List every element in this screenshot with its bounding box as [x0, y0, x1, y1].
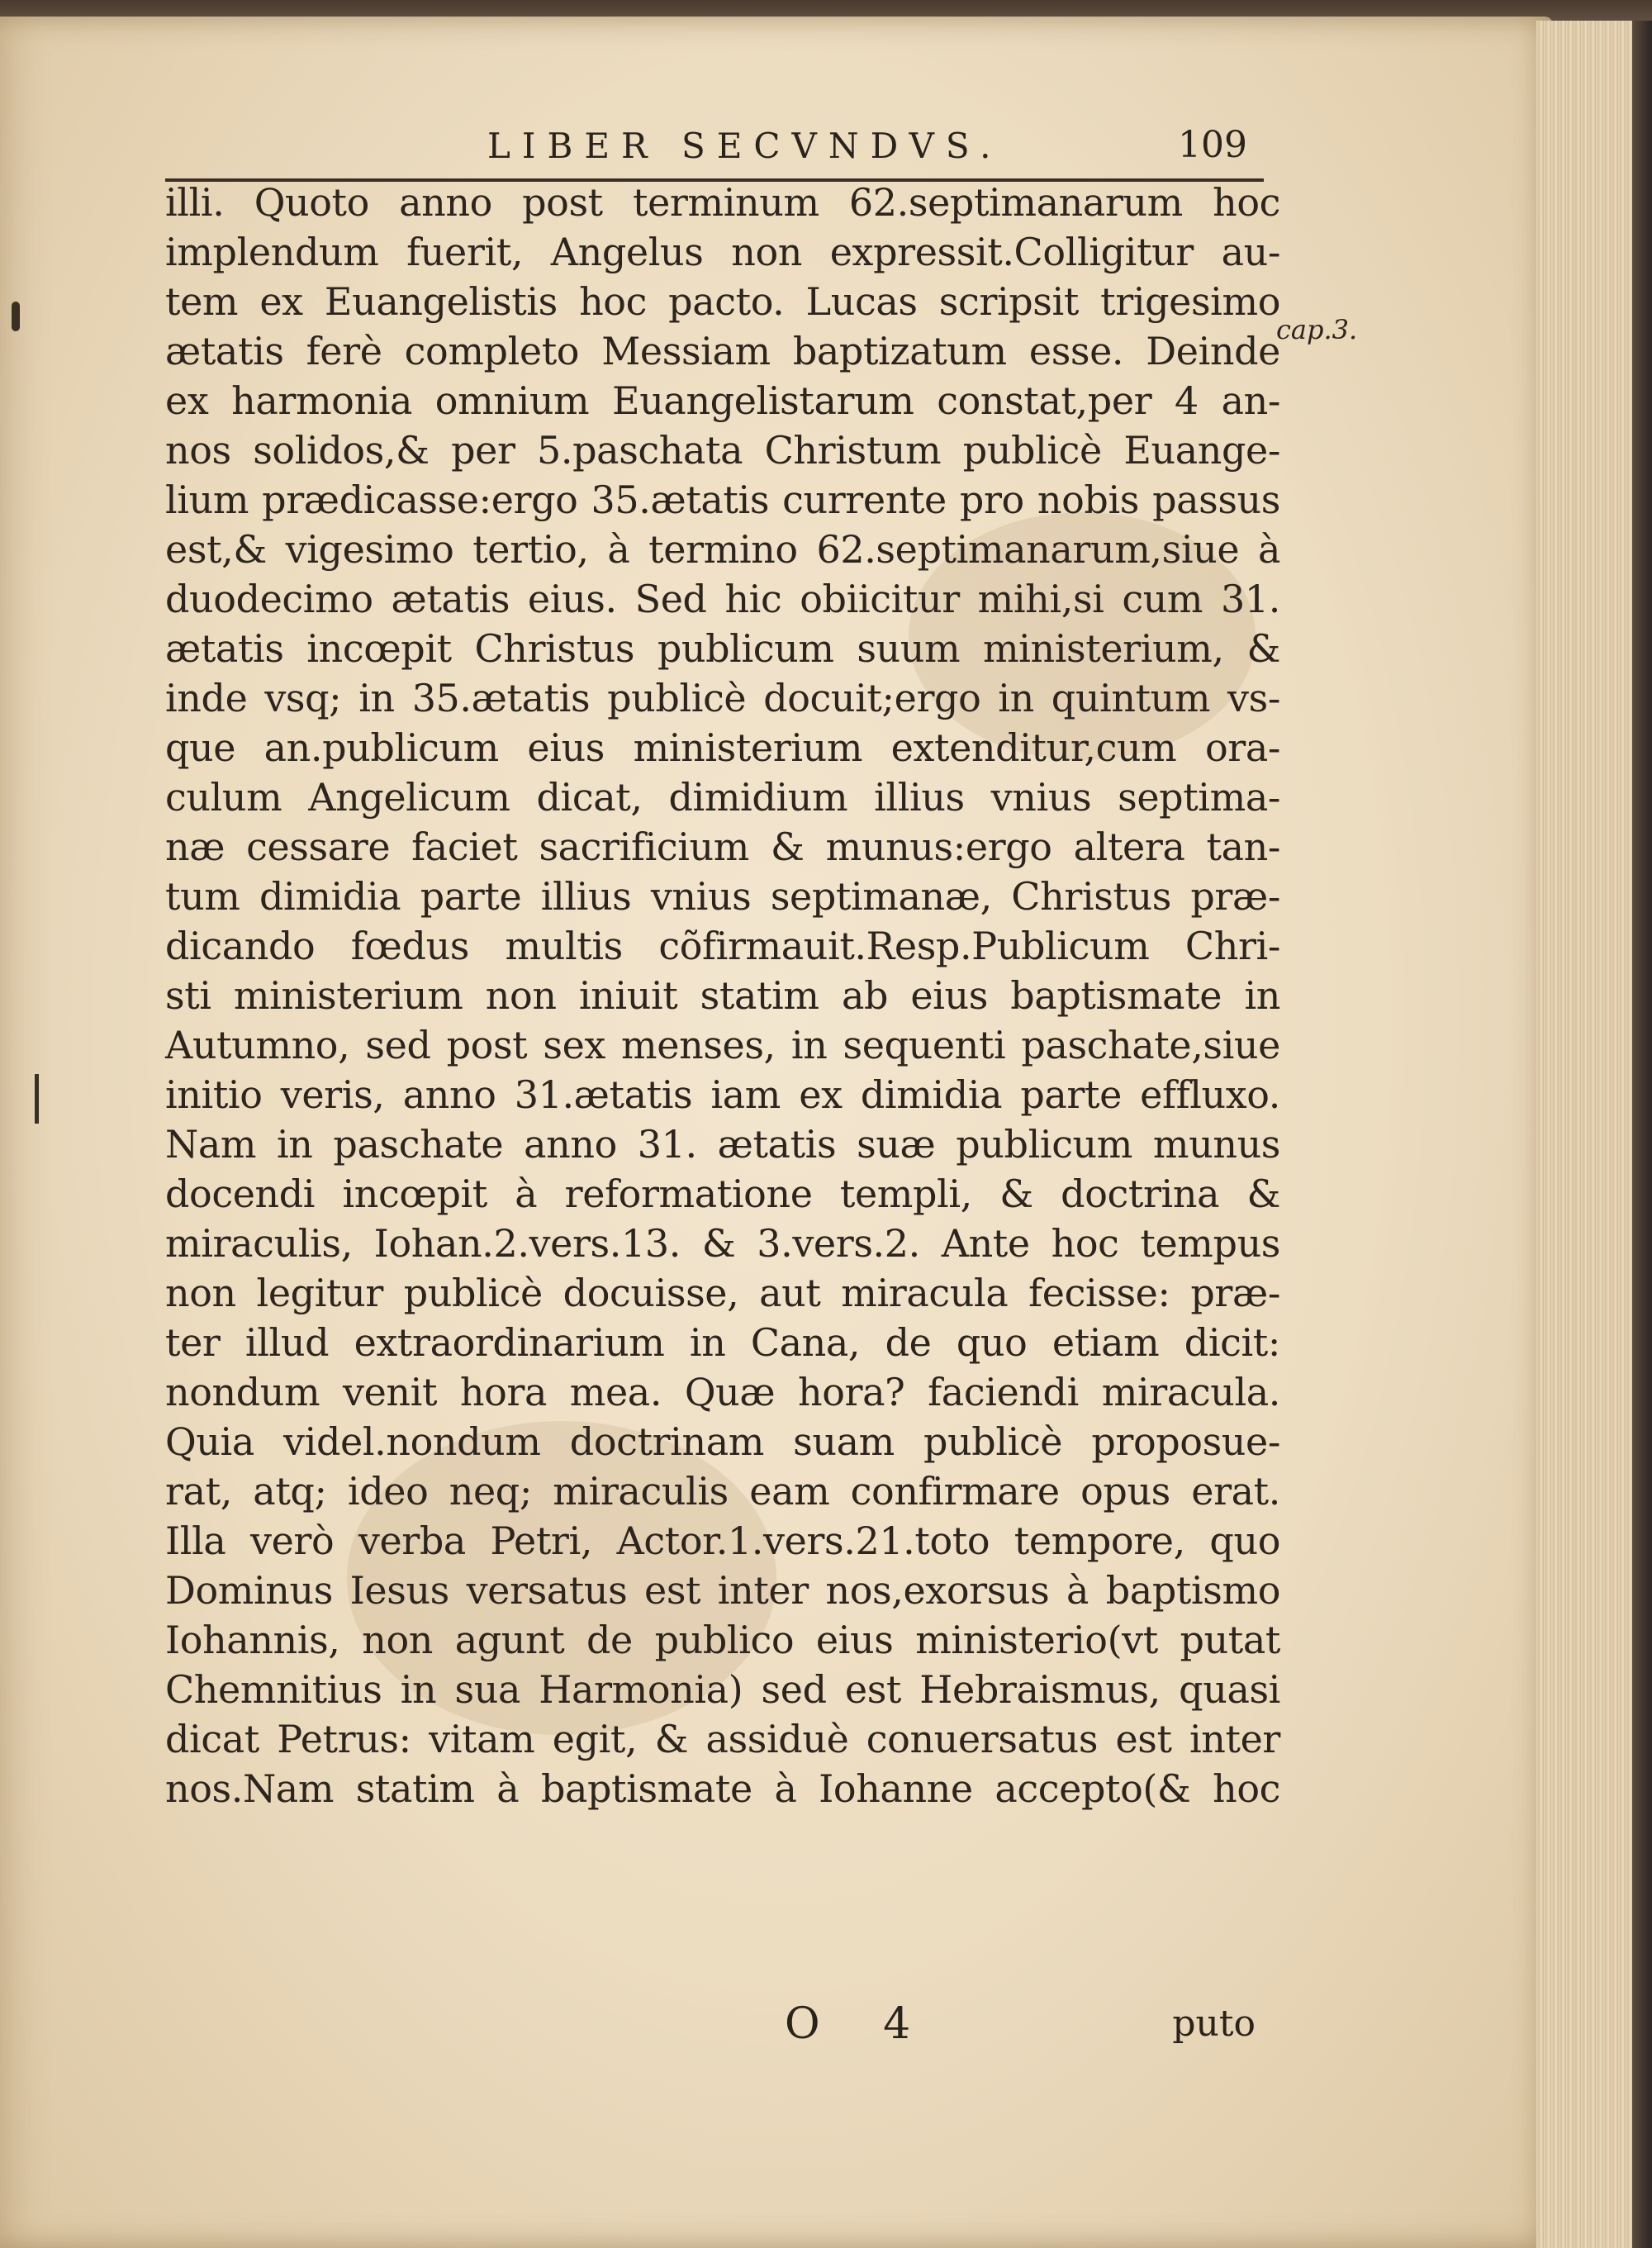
text-line: miraculis, Iohan.2.vers.13. & 3.vers.2. Ante hoc tempus: [165, 1221, 1280, 1266]
text-line: illi. Quoto anno post terminum 62.septimanarum hoc: [165, 180, 1280, 225]
text-line: que an.publicum eius ministerium extenditur,cum ora-: [165, 725, 1280, 770]
page-footer: [165, 1999, 1264, 2057]
text-line: Iohannis, non agunt de publico eius ministerio(vt putat: [165, 1618, 1280, 1662]
catchword: puto: [1172, 2003, 1256, 2045]
text-line: rat, atq; ideo neq; miraculis eam confirmare opus erat.: [165, 1469, 1280, 1514]
text-line: nos solidos,& per 5.paschata Christum publicè Euange-: [165, 428, 1280, 473]
running-title: LIBER SECVNDVS.: [487, 126, 1003, 166]
text-line: duodecimo ætatis eius. Sed hic obiicitur mihi,si cum 31.: [165, 577, 1280, 621]
text-line: docendi incœpit à reformatione templi, & doctrina &: [165, 1172, 1280, 1216]
text-line: inde vsq; in 35.ætatis publicè docuit;ergo in quintum vs-: [165, 676, 1280, 720]
text-line: est,& vigesimo tertio, à termino 62.septimanarum,siue à: [165, 527, 1280, 572]
text-line: nos.Nam statim à baptismate à Iohanne accepto(& hoc: [165, 1766, 1280, 1811]
text-line: Illa verò verba Petri, Actor.1.vers.21.toto tempore, quo: [165, 1518, 1280, 1563]
text-line: dicat Petrus: vitam egit, & assiduè conuersatus est inter: [165, 1717, 1280, 1761]
edge-ink-mark: [12, 302, 20, 331]
text-line: culum Angelicum dicat, dimidium illius vnius septima-: [165, 775, 1280, 820]
running-header: [165, 116, 1264, 182]
text-line: implendum fuerit, Angelus non expressit.Colligitur au-: [165, 230, 1280, 274]
body-text: [165, 178, 1280, 1813]
text-line: dicando fœdus multis cõfirmauit.Resp.Publicum Chri-: [165, 924, 1280, 968]
page-number: 109: [1178, 124, 1247, 166]
text-line: nondum venit hora mea. Quæ hora? faciendi miracula.: [165, 1370, 1280, 1414]
page-fore-edge: [1536, 21, 1652, 2248]
text-line: næ cessare faciet sacrificium & munus:ergo altera tan-: [165, 825, 1280, 869]
text-line: lium prædicasse:ergo 35.ætatis currente pro nobis passus: [165, 478, 1280, 522]
margin-note: cap.3.: [1276, 314, 1358, 345]
text-line: Autumno, sed post sex menses, in sequenti paschate,siue: [165, 1023, 1280, 1067]
edge-ink-mark: [35, 1074, 39, 1124]
text-line: initio veris, anno 31.ætatis iam ex dimidia parte effluxo.: [165, 1072, 1280, 1117]
text-line: Quia videl.nondum doctrinam suam publicè proposue-: [165, 1419, 1280, 1464]
text-line: Chemnitius in sua Harmonia) sed est Hebraismus, quasi: [165, 1667, 1280, 1712]
text-line: ætatis incœpit Christus publicum suum ministerium, &: [165, 626, 1280, 671]
signature-mark: O 4: [785, 1999, 936, 2049]
text-line: Nam in paschate anno 31. ætatis suæ publicum munus: [165, 1122, 1280, 1167]
text-line: ætatis ferè completo Messiam baptizatum esse. Deinde: [165, 329, 1280, 373]
text-line: sti ministerium non iniuit statim ab eius baptismate in: [165, 973, 1280, 1018]
text-line: ter illud extraordinarium in Cana, de quo etiam dicit:: [165, 1320, 1280, 1365]
text-line: non legitur publicè docuisse, aut miracula fecisse: præ-: [165, 1271, 1280, 1315]
text-line: tem ex Euangelistis hoc pacto. Lucas scripsit trigesimo: [165, 279, 1280, 324]
text-line: ex harmonia omnium Euangelistarum constat,per 4 an-: [165, 378, 1280, 423]
text-line: Dominus Iesus versatus est inter nos,exorsus à baptismo: [165, 1568, 1280, 1613]
text-line: tum dimidia parte illius vnius septimanæ, Christus præ-: [165, 874, 1280, 919]
